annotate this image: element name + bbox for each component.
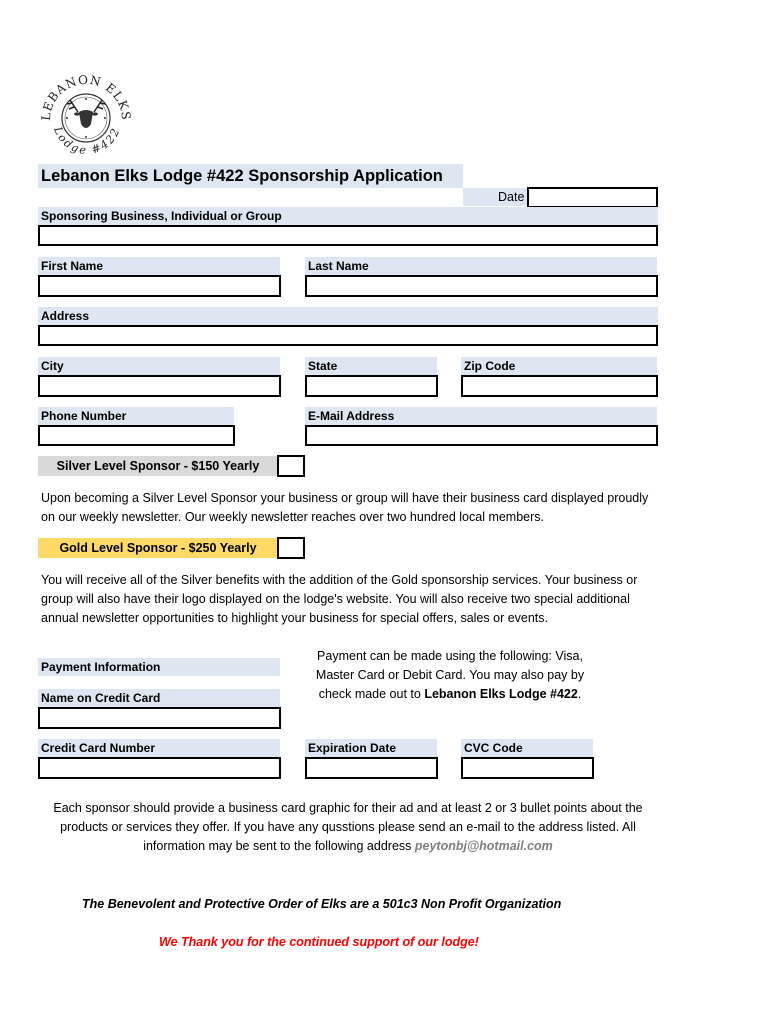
thanks-message: We Thank you for the continued support of our lodge! [159, 935, 479, 949]
address-label: Address [38, 307, 658, 325]
svg-text:Lodge #422 [51, 124, 123, 157]
footer-instructions-line3-text: information may be sent to the following address [143, 839, 415, 853]
email-field[interactable] [305, 425, 658, 446]
last-name-label: Last Name [305, 257, 657, 275]
expiration-label: Expiration Date [305, 739, 437, 757]
last-name-field[interactable] [305, 275, 658, 297]
gold-description-line3: annual newsletter opportunities to highlight your business for special offers, sales or events. [41, 611, 549, 625]
payment-note-line1: Payment can be made using the following: Visa, [317, 649, 583, 663]
cvc-field[interactable] [461, 757, 594, 779]
name-on-card-label: Name on Credit Card [38, 689, 280, 707]
elk-head-emblem-icon [36, 68, 136, 164]
gold-description-line1: You will receive all of the Silver benefits with the addition of the Gold sponsorship services. Your business or [41, 573, 638, 587]
city-field[interactable] [38, 375, 281, 397]
silver-description-line2: on our weekly newsletter. Our weekly newsletter reaches over two hundred local members. [41, 510, 545, 524]
address-field[interactable] [38, 325, 658, 346]
phone-field[interactable] [38, 425, 235, 446]
payment-info-label: Payment Information [38, 658, 280, 676]
payment-payee: Lebanon Elks Lodge #422 [424, 687, 578, 701]
state-label: State [305, 357, 437, 375]
logo-bottom-text: Lodge #422 [51, 124, 123, 158]
card-number-field[interactable] [38, 757, 281, 779]
card-number-label: Credit Card Number [38, 739, 280, 757]
gold-sponsor-label: Gold Level Sponsor - $250 Yearly [38, 538, 278, 558]
city-label: City [38, 357, 280, 375]
zip-field[interactable] [461, 375, 658, 397]
payment-note-line2: Master Card or Debit Card. You may also pay by [315, 668, 585, 682]
silver-sponsor-label: Silver Level Sponsor - $150 Yearly [38, 456, 278, 476]
zip-label: Zip Code [461, 357, 657, 375]
silver-description-line1: Upon becoming a Silver Level Sponsor your business or group will have their business card displayed proudly [41, 491, 649, 505]
page-title: Lebanon Elks Lodge #422 Sponsorship Application [41, 167, 443, 185]
lodge-logo [36, 68, 136, 164]
date-label: Date [498, 190, 525, 204]
silver-description [41, 489, 681, 527]
footer-instructions-line3 [30, 837, 666, 856]
date-field[interactable] [527, 187, 658, 208]
phone-label: Phone Number [38, 407, 234, 425]
payment-note-line3 [300, 685, 600, 704]
email-label: E-Mail Address [305, 407, 657, 425]
nonprofit-note: The Benevolent and Protective Order of Elks are a 501c3 Non Profit Organization [82, 897, 562, 911]
payment-note [300, 647, 600, 704]
footer-instructions-line2: products or services they offer. If you have any qusstions please send an e-mail to the address listed. All [60, 820, 636, 834]
footer-instructions [30, 799, 666, 856]
gold-description [41, 571, 681, 628]
state-field[interactable] [305, 375, 438, 397]
cvc-label: CVC Code [461, 739, 593, 757]
payment-note-line3-suffix: . [577, 687, 582, 701]
payment-note-line3-prefix: check made out to [318, 687, 425, 701]
expiration-field[interactable] [305, 757, 438, 779]
gold-description-line2: group will also have their logo displayed on the lodge's website. You will also receive two special additional [41, 592, 630, 606]
first-name-label: First Name [38, 257, 280, 275]
first-name-field[interactable] [38, 275, 281, 297]
footer-instructions-line1: Each sponsor should provide a business card graphic for their ad and at least 2 or 3 bullet points about the [53, 801, 643, 815]
sponsoring-label: Sponsoring Business, Individual or Group [38, 207, 658, 225]
logo-top-text: LEBANON ELKS [38, 72, 134, 122]
sponsoring-field[interactable] [38, 225, 658, 246]
contact-email-link[interactable]: peytonbj@hotmail.com [414, 839, 553, 853]
silver-sponsor-checkbox[interactable] [277, 455, 305, 477]
gold-sponsor-checkbox[interactable] [277, 537, 305, 559]
name-on-card-field[interactable] [38, 707, 281, 729]
